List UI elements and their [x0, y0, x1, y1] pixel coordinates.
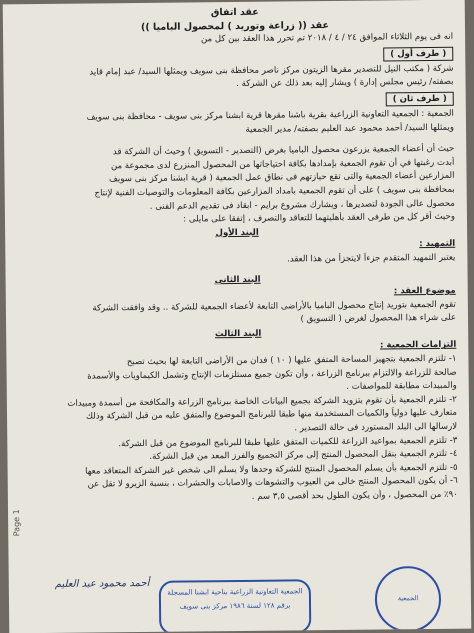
party1-line: بصفته/ رئيس مجلس إدارة ) ويشار إليه بعد ذلك عن الشركة . [236, 77, 454, 90]
party2-label: ( طرف ثان ) [386, 92, 454, 107]
clause2-title: البند الثانى [214, 274, 261, 285]
party1-line: شركة ( مكتب النيل للتصدير مقرها الزيتون مركز ناصر محافظة بنى سويف ويمثلها السيد/ عبد إمام قايد [89, 63, 454, 78]
document-title: عقد اتفاق [210, 6, 259, 19]
clause1-text: يعتبر التمهيد المتقدم جزءاً لايتجزأ من هذا العقد. [287, 252, 456, 265]
clause3-line: صالحة للزراعة والالتزام ببرنامج الزراعة ، وأن تكون جميع مستلزمات الإنتاج وتشمل الكيماويات والأسمدة [87, 367, 457, 382]
clause1-heading: التمهيد : [419, 239, 456, 250]
clause1-title: البند الأول [215, 227, 259, 238]
contract-content [17, 4, 458, 507]
stamp-text: الجمعية [397, 594, 419, 603]
preamble-line: محصول عالى الجودة لتصديرها ، ويشارك مشروع برايم - ابقاد فى تقديم الدعم الفنى . [149, 198, 455, 212]
clause3-line: ٤- تلتزم الجمعية بنقل المحصول المنتج إلى مركز التجميع والفرز المعد من قبل الشركة. [149, 448, 458, 463]
preamble-line: أبدت رغبتها في أن تقوم الجمعية بإمدادها بكافة احتياجاتها من المحصول المنزرع لدى مجموعة من [110, 157, 455, 172]
clause3-line: ٢- تلتزم الجمعية بأن تقوم بتزويد الشركة بجميع البيانات الخاصة ببرنامج الزراعة والمكافحة من أسمدة ومبيدات [67, 394, 457, 409]
clause3-line: متعارف عليها دولياً والكميات المستخدمة منها طبقا للبرنامج الموضوع والمتفق عليه من قبل الشركة وذلك [85, 408, 458, 423]
clause2-line: على شراء هذا المحصول لغرض ( التسويق ) [300, 312, 457, 325]
party2-line: الجمعية : الجمعية التعاونية الزراعية بقرية باشنا مقرها قرية ابشنا مركز بنى سويف - محافظة بنى سويف [86, 108, 454, 123]
stamp-text: الجمعية التعاونية الزراعية بناحية ابشنا المسجلة برقم ١٢٨ لسنة ١٩٨٦ مركز بنى سويف [167, 587, 303, 611]
party2-line: ويمثلها السيد/ أحمد محمود عبد العليم بصفته/ مدير الجمعية [245, 122, 455, 135]
contract-page [3, 0, 472, 633]
clause3-heading: التزامات الجمعية : [379, 340, 457, 351]
document-subtitle: عقد (( زراعة وتوريد ) لمحصول الباميا )) [140, 19, 330, 33]
clause3-line: ٩٠٪ من المحصول ، وأن يكون الطول بحد أقصى ٣,٥ سم . [251, 489, 458, 502]
clause3-line: لارسالها الى البلد المستورد فى حالة التصدير . [294, 421, 458, 434]
clause3-line: ١- تلتزم الجمعية بتجهيز المساحة المتفق عليها ( ١٠ ) فدان من الأراضى التابعة لها بحيث تصبح [126, 353, 457, 368]
clause3-line: والمبيدات مطابقة للمواصفات . [346, 380, 457, 393]
clause3-title: البند الثالث [214, 328, 262, 340]
preamble-line: بمحافظة بنى سويف ) على أن تقوم الجمعية بامداد المزارعين بكافة المعلومات والتوصيات الفنية لإنتاج [94, 184, 455, 199]
cooperative-stamp [159, 579, 312, 633]
clause3-line: ٥- تلتزم الجمعية بأن يسلم المحصول المنتج للشركة وحدها ولا يسلم الى شخص غير الشركة المتعاقد معها [85, 462, 458, 477]
signature-left: أحمد محمود عبد العليم [54, 577, 150, 590]
clause2-heading: موضوع العقد : [393, 285, 456, 297]
preamble-line: المزارعين أعضاء الجمعية والتى تقع حيازتهم فى نطاق عمل الجمعية ( قرية ابشنا مركز بنى سويف [108, 171, 455, 185]
round-stamp [375, 566, 442, 633]
clause3-line: ٦- أن يكون المحصول المنتج خالى من العيوب والتشوهات والاصابات والحشرات ، بنسبة الزيرو لا تقل عن [87, 476, 458, 490]
clause3-line: ٣- تلتزم الجمعية بمواعيد الزراعة للكميات المتفق عليها طبقا للبرنامج الموضوع من قبل الشركة. [118, 435, 458, 449]
preamble-line: وحيث أقر كل من طرفى العقد بأهليتهما للتعاقد والتصرف ، إتفقا على مايلى : [183, 211, 456, 225]
page-number: Page 1 [12, 509, 22, 537]
preamble-line: حيث أن أعضاء الجمعية يزرعون محصول الباميا بغرض (التصدير - التسويق ) وحيث أن الشركة قد [112, 143, 455, 158]
party1-label: ( طرف أول ) [383, 47, 453, 62]
intro-line: انه فى يوم الثلاثاء الموافق ٢٤ / ٤ / ٢٠١٨ تم تحرر هذا العقد بين كل من [200, 31, 454, 45]
clause2-line: تقوم الجمعية بتوريد إنتاج محصول الباميا بالأراضى التابعة لأعضاء الجمعية للشركة .. وقد وافقت الشركة [92, 299, 456, 314]
